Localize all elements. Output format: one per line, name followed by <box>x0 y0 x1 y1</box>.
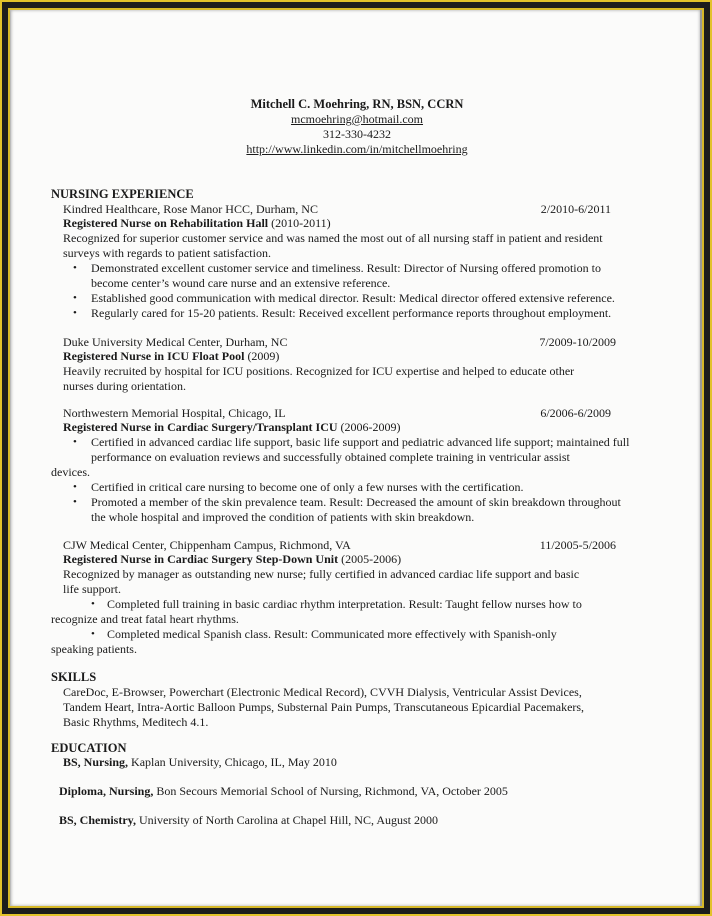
education-item: Diploma, Nursing, Bon Secours Memorial School of Nursing, Richmond, VA, October 2005 <box>59 784 508 798</box>
job-bullet-line: Promoted a member of the skin prevalence team. Result: Decreased the amount of skin breakdown throughout <box>91 495 621 509</box>
job-bullet-line: become center’s wound care nurse and an extensive reference. <box>91 276 391 290</box>
job-dates: 2/2010-6/2011 <box>540 202 611 216</box>
job-bullet-line: Demonstrated excellent customer service and timeliness. Result: Director of Nursing offered promotion to <box>91 261 601 275</box>
job-summary-line: nurses during orientation. <box>63 379 186 393</box>
job-bullet-line: Completed full training in basic cardiac rhythm interpretation. Result: Taught fellow nurses how to <box>107 597 582 611</box>
job-summary-line: Recognized for superior customer service and was named the most out of all nursing staff in patient and resident <box>63 231 603 245</box>
bullet-icon: • <box>73 262 77 274</box>
bullet-icon: • <box>73 496 77 508</box>
job-bullet-line: Certified in critical care nursing to become one of only a few nurses with the certification. <box>91 480 524 494</box>
job-title: Registered Nurse in Cardiac Surgery/Transplant ICU (2006-2009) <box>63 420 401 434</box>
job-bullet-line: performance on evaluation reviews and successfully obtained complete training in ventricular assist <box>91 450 570 464</box>
bullet-icon: • <box>73 307 77 319</box>
job-employer: Kindred Healthcare, Rose Manor HCC, Durham, NC <box>63 202 318 216</box>
job-title: Registered Nurse in ICU Float Pool (2009) <box>63 349 280 363</box>
education-item: BS, Chemistry, University of North Carolina at Chapel Hill, NC, August 2000 <box>59 813 438 827</box>
bullet-icon: • <box>73 481 77 493</box>
section-heading-skills: SKILLS <box>51 670 97 684</box>
section-heading-nursing-experience: NURSING EXPERIENCE <box>51 187 194 201</box>
job-employer: Northwestern Memorial Hospital, Chicago, IL <box>63 406 286 420</box>
job-summary-line: life support. <box>63 582 121 596</box>
job-bullet-wrap-line: devices. <box>51 465 90 479</box>
bullet-icon: • <box>91 628 95 640</box>
job-bullet-line: speaking patients. <box>51 642 137 656</box>
bullet-icon: • <box>91 598 95 610</box>
skills-line: CareDoc, E-Browser, Powerchart (Electronic Medical Record), CVVH Dialysis, Ventricular Assist Devices, <box>63 685 582 699</box>
skills-line: Tandem Heart, Intra-Aortic Balloon Pumps, Substernal Pain Pumps, Transcutaneous Epicardial Pacemakers, <box>63 700 585 714</box>
bullet-icon: • <box>73 292 77 304</box>
job-summary-line: Recognized by manager as outstanding new nurse; fully certified in advanced cardiac life support and basic <box>63 567 580 581</box>
linkedin-link[interactable]: http://www.linkedin.com/in/mitchellmoehring <box>246 142 468 156</box>
skills-line: Basic Rhythms, Meditech 4.1. <box>63 715 209 729</box>
resume-document <box>11 10 703 906</box>
job-bullet-line: Established good communication with medical director. Result: Medical director offered extensive reference. <box>91 291 615 305</box>
job-bullet-line: recognize and treat fatal heart rhythms. <box>51 612 239 626</box>
education-item: BS, Nursing, Kaplan University, Chicago, IL, May 2010 <box>63 755 337 769</box>
job-bullet-line: the whole hospital and improved the condition of patients with skin breakdown. <box>91 510 475 524</box>
job-summary-line: Heavily recruited by hospital for ICU positions. Recognized for ICU expertise and helped to educate other <box>63 364 575 378</box>
job-bullet-line: Certified in advanced cardiac life support, basic life support and pediatric advanced life support; maintained full <box>91 435 630 449</box>
job-employer: Duke University Medical Center, Durham, NC <box>63 335 288 349</box>
job-dates: 11/2005-5/2006 <box>539 538 616 552</box>
job-summary-line: surveys with regards to patient satisfaction. <box>63 246 271 260</box>
job-title: Registered Nurse in Cardiac Surgery Step-Down Unit (2005-2006) <box>63 552 402 566</box>
bullet-icon: • <box>73 436 77 448</box>
job-employer: CJW Medical Center, Chippenham Campus, Richmond, VA <box>63 538 351 552</box>
candidate-name: Mitchell C. Moehring, RN, BSN, CCRN <box>250 97 464 111</box>
phone-number: 312-330-4232 <box>323 127 391 141</box>
job-dates: 6/2006-6/2009 <box>540 406 611 420</box>
job-bullet-line: Completed medical Spanish class. Result: Communicated more effectively with Spanish-only <box>107 627 557 641</box>
resume-page <box>10 10 702 906</box>
section-heading-education: EDUCATION <box>51 741 127 755</box>
job-title: Registered Nurse on Rehabilitation Hall (2010-2011) <box>63 216 331 230</box>
job-bullet-line: Regularly cared for 15-20 patients. Result: Received excellent performance reports throughout employment. <box>91 306 612 320</box>
job-dates: 7/2009-10/2009 <box>539 335 616 349</box>
email-link[interactable]: mcmoehring@hotmail.com <box>290 112 424 126</box>
